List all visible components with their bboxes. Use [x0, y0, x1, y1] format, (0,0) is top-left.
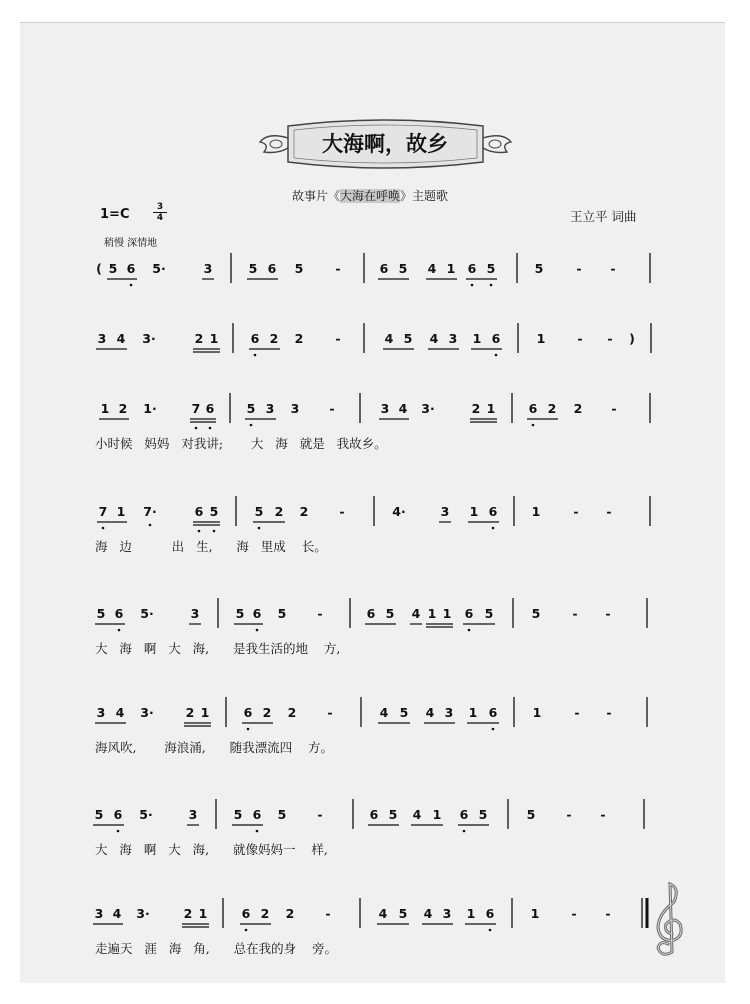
dash-extension: -	[566, 807, 572, 822]
dash-extension: -	[606, 705, 612, 720]
note: 3	[442, 906, 452, 921]
note: 1	[532, 705, 542, 720]
lyrics-line: 海 边 出 生, 海 里成 长。	[95, 539, 327, 554]
note: 3	[444, 705, 454, 720]
note: 2	[194, 331, 204, 346]
note: 6	[250, 331, 260, 346]
note: 7	[191, 401, 201, 416]
note: 5	[233, 807, 243, 822]
time-signature	[153, 202, 167, 223]
note: 3·	[136, 906, 150, 921]
note: 1	[468, 705, 478, 720]
note: 5	[96, 606, 106, 621]
dash-extension: -	[335, 261, 341, 276]
key-signature: 1=C	[100, 207, 130, 222]
note: 6	[528, 401, 538, 416]
dash-extension: -	[317, 807, 323, 822]
note: 5	[294, 261, 304, 276]
note: 5	[403, 331, 413, 346]
note: 4	[427, 261, 437, 276]
note: 5	[526, 807, 536, 822]
note: 3	[203, 261, 213, 276]
lyrics-line: 走遍天 涯 海 角, 总在我的身 旁。	[95, 941, 337, 956]
note: 3	[94, 906, 104, 921]
note: 1	[486, 401, 496, 416]
note: 5	[388, 807, 398, 822]
note: 5	[235, 606, 245, 621]
note: 1·	[143, 401, 157, 416]
note: 6	[488, 504, 498, 519]
dash-extension: -	[605, 906, 611, 921]
note: 7·	[143, 504, 157, 519]
note: 6	[252, 606, 262, 621]
lyrics-line: 海风吹, 海浪涌, 随我漂流四 方。	[95, 740, 333, 755]
note: 1	[427, 606, 437, 621]
note: 2	[274, 504, 284, 519]
dash-extension: -	[610, 261, 616, 276]
note: 5	[385, 606, 395, 621]
time-signature-bottom: 4	[153, 212, 167, 223]
note: 5	[209, 504, 219, 519]
note: 5	[531, 606, 541, 621]
note: 5	[486, 261, 496, 276]
note: 4	[115, 705, 125, 720]
note: 3·	[142, 331, 156, 346]
note: 6	[252, 807, 262, 822]
note: 5	[398, 906, 408, 921]
note: 3·	[140, 705, 154, 720]
note: 2	[573, 401, 583, 416]
note: 4	[384, 331, 394, 346]
note: 4	[116, 331, 126, 346]
dash-extension: -	[576, 261, 582, 276]
dash-extension: -	[577, 331, 583, 346]
note: 3	[448, 331, 458, 346]
dash-extension: -	[574, 705, 580, 720]
note: 1	[209, 331, 219, 346]
note: 5·	[139, 807, 153, 822]
note: 5	[484, 606, 494, 621]
lyrics-line: 大 海 啊 大 海, 是我生活的地 方,	[95, 641, 341, 656]
note: 3	[265, 401, 275, 416]
note: 5·	[152, 261, 166, 276]
dash-extension: -	[607, 331, 613, 346]
dash-extension: -	[317, 606, 323, 621]
note: 3	[440, 504, 450, 519]
note: 6	[243, 705, 253, 720]
note: 2	[118, 401, 128, 416]
dash-extension: -	[572, 606, 578, 621]
note: 5·	[140, 606, 154, 621]
note: 1	[536, 331, 546, 346]
note: 2	[285, 906, 295, 921]
note: 1	[198, 906, 208, 921]
note: 6	[205, 401, 215, 416]
note: 2	[183, 906, 193, 921]
note: 5	[248, 261, 258, 276]
note: 6	[464, 606, 474, 621]
note: 4	[411, 606, 421, 621]
note: 4·	[392, 504, 406, 519]
note: 6	[369, 807, 379, 822]
lyrics-line: 小时候 妈妈 对我讲; 大 海 就是 我故乡。	[95, 436, 387, 451]
song-subtitle: 故事片《大海在呼唤》主题歌	[292, 189, 449, 203]
note: 2	[294, 331, 304, 346]
note: 5	[398, 261, 408, 276]
note: 1	[432, 807, 442, 822]
note: 1	[466, 906, 476, 921]
note: 3	[96, 705, 106, 720]
note: 5	[277, 807, 287, 822]
note: 4	[398, 401, 408, 416]
note: 2	[185, 705, 195, 720]
note: 5	[277, 606, 287, 621]
note: 1	[446, 261, 456, 276]
note: 6	[488, 705, 498, 720]
dash-extension: -	[327, 705, 333, 720]
parenthesis: (	[96, 261, 102, 276]
note: 7	[98, 504, 108, 519]
note: 4	[423, 906, 433, 921]
note: 4	[112, 906, 122, 921]
note: 5	[534, 261, 544, 276]
note: 5	[108, 261, 118, 276]
note: 4	[429, 331, 439, 346]
dash-extension: -	[605, 606, 611, 621]
note: 6	[467, 261, 477, 276]
note: 1	[100, 401, 110, 416]
note: 2	[547, 401, 557, 416]
note: 2	[269, 331, 279, 346]
dash-extension: -	[329, 401, 335, 416]
note: 6	[379, 261, 389, 276]
note: 2	[260, 906, 270, 921]
note: 6	[366, 606, 376, 621]
note: 3	[97, 331, 107, 346]
time-signature-top: 3	[156, 202, 164, 212]
dash-extension: -	[611, 401, 617, 416]
dash-extension: -	[571, 906, 577, 921]
note: 1	[442, 606, 452, 621]
treble-clef-icon	[650, 878, 690, 960]
dash-extension: -	[325, 906, 331, 921]
dash-extension: -	[335, 331, 341, 346]
note: 5	[254, 504, 264, 519]
note: 3	[190, 606, 200, 621]
note: 6	[126, 261, 136, 276]
note: 1	[472, 331, 482, 346]
note: 6	[241, 906, 251, 921]
note: 3·	[421, 401, 435, 416]
note: 2	[471, 401, 481, 416]
note: 1	[200, 705, 210, 720]
note: 1	[530, 906, 540, 921]
note: 4	[425, 705, 435, 720]
note: 5	[94, 807, 104, 822]
note: 4	[379, 705, 389, 720]
note: 3	[188, 807, 198, 822]
note: 5	[246, 401, 256, 416]
note: 6	[459, 807, 469, 822]
note: 2	[299, 504, 309, 519]
note: 4	[378, 906, 388, 921]
note: 6	[114, 606, 124, 621]
dash-extension: -	[606, 504, 612, 519]
dash-extension: -	[600, 807, 606, 822]
note: 5	[478, 807, 488, 822]
note: 1	[469, 504, 479, 519]
note: 6	[485, 906, 495, 921]
note: 6	[267, 261, 277, 276]
note: 5	[399, 705, 409, 720]
note: 6	[491, 331, 501, 346]
composer-credit: 王立平 词曲	[570, 209, 637, 224]
note: 2	[287, 705, 297, 720]
note: 1	[116, 504, 126, 519]
note: 1	[531, 504, 541, 519]
parenthesis: )	[629, 331, 635, 346]
note: 2	[262, 705, 272, 720]
note: 3	[290, 401, 300, 416]
tempo-marking: 稍慢 深情地	[104, 238, 158, 249]
note: 4	[412, 807, 422, 822]
note: 6	[194, 504, 204, 519]
dash-extension: -	[573, 504, 579, 519]
dash-extension: -	[339, 504, 345, 519]
note: 6	[113, 807, 123, 822]
note: 3	[380, 401, 390, 416]
song-title: 大海啊，故乡	[322, 132, 448, 156]
lyrics-line: 大 海 啊 大 海, 就像妈妈一 样,	[95, 842, 328, 857]
